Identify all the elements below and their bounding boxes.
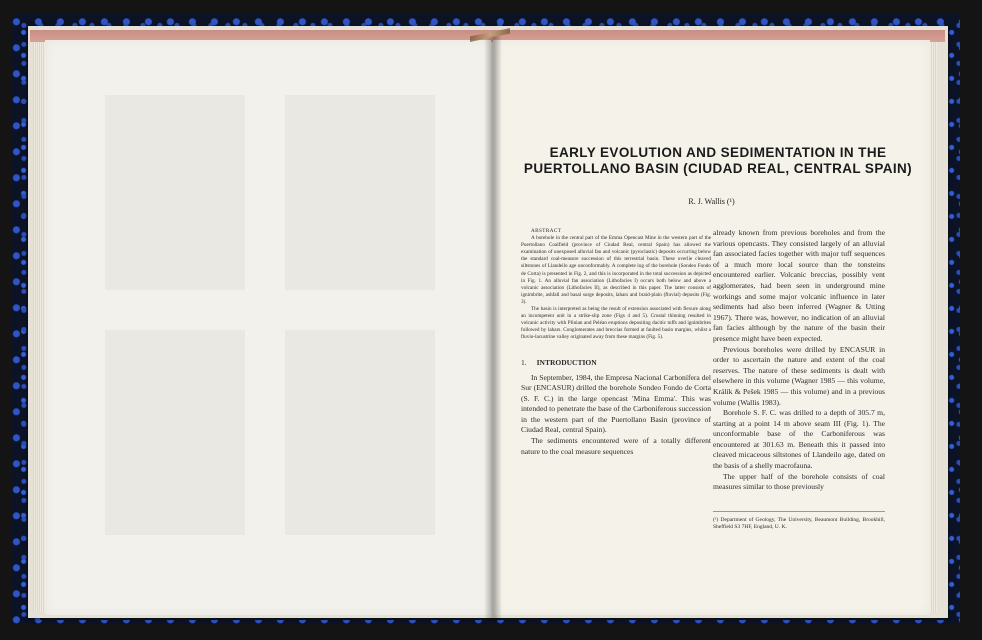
abstract <box>521 228 711 342</box>
right-page-edges <box>929 42 937 612</box>
article-author: R. J. Wallis (¹) <box>688 197 735 206</box>
body-paragraph: Borehole S. F. C. was drilled to a depth of 305.7 m, starting at a point 14 m above seam III (Fig. 1). The unconformable base of the Carboniferous was encountered at 301.63 m. Beneath this it passed into cleaved micaceous siltstones of Llandeilo age, dated on the basis of a shelly macrofauna. <box>713 408 885 471</box>
abstract-heading: ABSTRACT <box>531 228 562 234</box>
section-number: 1. <box>521 357 527 367</box>
left-page-edges <box>33 42 45 612</box>
introduction-body <box>521 373 711 458</box>
body-paragraph: The sediments encountered were of a totally different nature to the coal measure sequences <box>521 436 711 456</box>
left-column <box>521 228 711 457</box>
show-through-block <box>285 95 435 290</box>
body-paragraph: In September, 1984, the Empresa Nacional Carbonífera del Sur (ENCASUR) drilled the borehole Sondeo Fondo de Corta (S. F. C.) in the large opencast 'Mina Emma'. This was intended to penetrate the base of the Carboniferous succession in the western part of the Puertollano Basin (province of Ciudad Real, central Spain). <box>521 372 711 435</box>
body-paragraph: Previous boreholes were drilled by ENCASUR in order to ascertain the nature and extent of the coal reserves. The nature of these sediments is dealt with elsewhere in this volume (Wagner 1985 — this volume, Králík & Pešek 1985 — this volume) and in a previous volume (Wallis 1983). <box>713 344 885 407</box>
section-title: INTRODUCTION <box>536 357 597 367</box>
body-paragraph: already known from previous boreholes and from the various opencasts. They consisted largely of an alluvial fan associated facies together with major tuff sequences of a much more local source than the tonsteins encountered earlier. Volcanic breccias, possibly vent agglomerates, had been seen in underground mine workings and some major volcanic influence in later sediments had also been inferred (Wagner & Utting 1967). There was, however, no indication of an alluvial fan facies although by the nature of the basin their presence might have been expected. <box>713 228 885 343</box>
right-page <box>493 40 930 615</box>
abstract-paragraph: A borehole in the central part of the Emma Opencast Mine in the western part of the Puertollano Coalfield (province of Ciudad Real, central Spain) has allowed the examination of unexposed alluvial fan and volcanic (pyroclastic) deposits occurring below the standard coal-measure succession of this terrestrial basin. These overlie cleaved siltstones of Llandeilo age unconformably. A complete log of the borehole (Sondeo Fondo de Corta) is presented in Fig. 2, and this is incorporated in the total succession as depicted in Fig. 1. An alluvial fan association (Lithofacies I) occurs both below and above a volcanic association (Lithofacies II), as described in this paper. The latter consists of ignimbrite, ashfall and basal surge deposits, lahars and braid-plain (fluvial) deposits (Fig. 3). <box>521 235 711 305</box>
footnote: (¹) Department of Geology, The University, Beaumont Building, Brookhill, Sheffield S3 7HF, England, U. K. <box>713 511 885 532</box>
show-through-block <box>285 330 435 535</box>
book-gutter <box>484 36 502 621</box>
article-title: EARLY EVOLUTION AND SEDIMENTATION IN THE PUERTOLLANO BASIN (CIUDAD REAL, CENTRAL SPAIN) <box>523 145 913 176</box>
show-through-block <box>105 95 245 290</box>
show-through-block <box>105 330 245 535</box>
right-column <box>713 228 885 532</box>
section-heading <box>521 358 711 367</box>
abstract-paragraph: The basin is interpreted as being the result of extension associated with flexure along an incompetent unit in a strike-slip zone (Figs 4 and 5). Crustal thinning resulted in volcanic activity with Plinian and Peléan eruptions depositing dacitic tuffs and ignimbrites followed by lahars. Conglomerates and breccias formed at faulted basin margins, whilst a fluvio-lacustrine valley originated away from these margins (Fig. 5). <box>521 306 711 341</box>
body-paragraph: The upper half of the borehole consists of coal measures similar to those previously <box>713 471 885 492</box>
left-page <box>45 40 491 615</box>
